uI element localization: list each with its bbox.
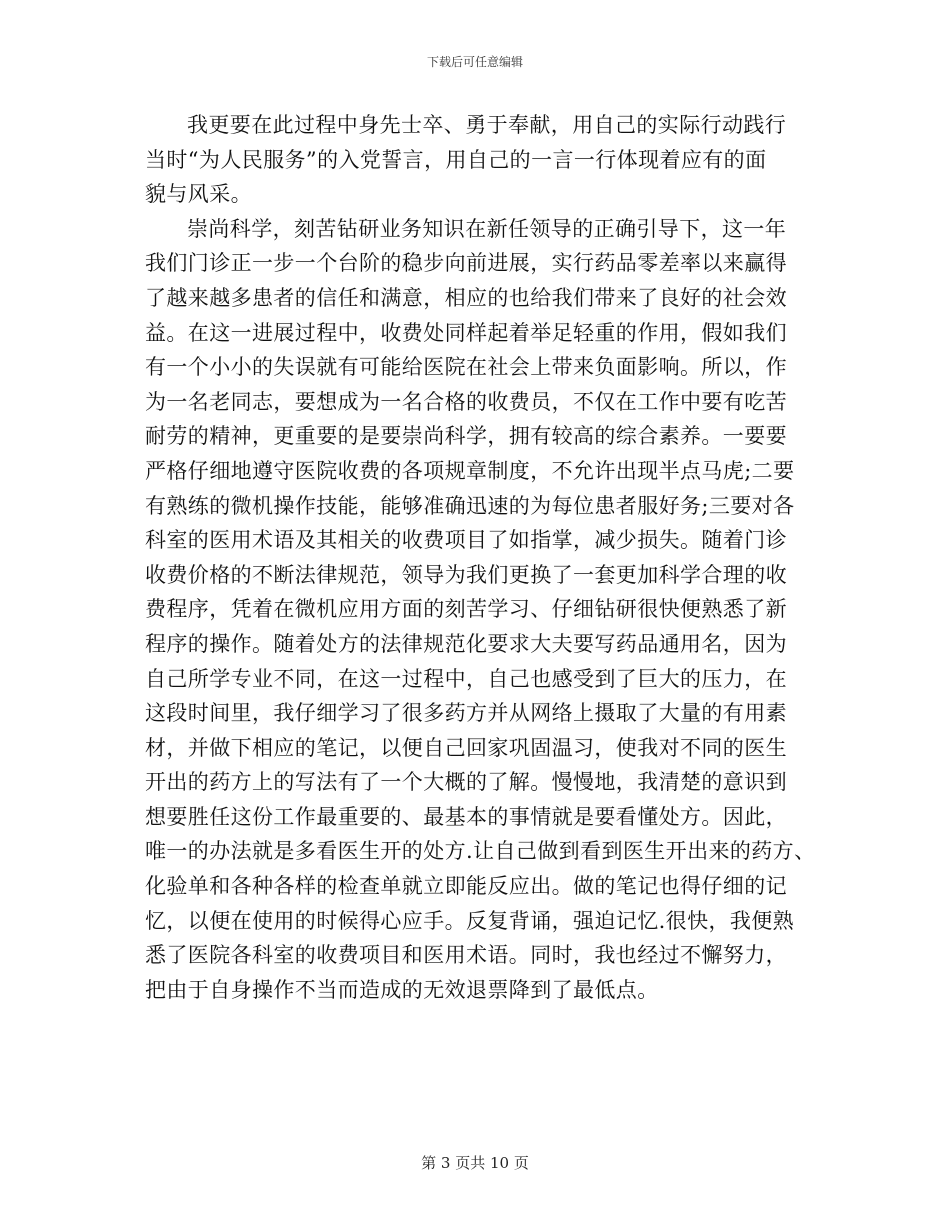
text-line: 自己所学专业不同，在这一过程中，自己也感受到了巨大的压力，在 (145, 666, 787, 691)
page-header: 下载后可任意编辑 (426, 55, 523, 69)
text-line: 程序的操作。随着处方的法律规范化要求大夫要写药品通用名，因为 (145, 631, 787, 656)
text-line: 耐劳的精神，更重要的是要崇尚科学，拥有较高的综合素养。一要要 (145, 424, 787, 449)
text-line: 唯一的办法就是多看医生开的处方.让自己做到看到医生开出来的药方、 (145, 839, 816, 864)
text-line: 化验单和各种各样的检查单就立即能反应出。做的笔记也得仔细的记 (145, 874, 787, 899)
text-line: 收费价格的不断法律规范，领导为我们更换了一套更加科学合理的收 (145, 562, 787, 587)
text-line: 忆，以便在使用的时候得心应手。反复背诵，强迫记忆.很快，我便熟 (145, 908, 795, 933)
text-line: 有熟练的微机操作技能，能够准确迅速的为每位患者服好务;三要对各 (145, 493, 795, 518)
text-line: 为一名老同志，要想成为一名合格的收费员，不仅在工作中要有吃苦 (145, 389, 787, 414)
text-line: 悉了医院各科室的收费项目和医用术语。同时，我也经过不懈努力， (145, 943, 787, 968)
text-line: 了越来越多患者的信任和满意，相应的也给我们带来了良好的社会效 (145, 285, 787, 310)
text-line: 想要胜任这份工作最重要的、最基本的事情就是要看懂处方。因此， (145, 804, 787, 829)
text-line: 我们门诊正一步一个台阶的稳步向前进展，实行药品零差率以来赢得 (145, 251, 787, 276)
text-line: 材，并做下相应的笔记，以便自己回家巩固温习，使我对不同的医生 (145, 735, 787, 760)
text-line: 有一个小小的失误就有可能给医院在社会上带来负面影响。所以，作 (145, 355, 787, 380)
text-line: 费程序，凭着在微机应用方面的刻苦学习、仔细钻研很快便熟悉了新 (145, 597, 787, 622)
text-line: 当时“为人民服务”的入党誓言，用自己的一言一行体现着应有的面 (145, 147, 767, 172)
text-line: 严格仔细地遵守医院收费的各项规章制度，不允许出现半点马虎;二要 (145, 458, 795, 483)
text-line: 我更要在此过程中身先士卒、勇于奉献，用自己的实际行动践行 (187, 113, 787, 137)
text-line: 这段时间里，我仔细学习了很多药方并从网络上摄取了大量的有用素 (145, 701, 787, 726)
text-line: 崇尚科学，刻苦钻研业务知识在新任领导的正确引导下，这一年 (187, 216, 787, 241)
text-line: 开出的药方上的写法有了一个大概的了解。慢慢地，我清楚的意识到 (145, 770, 787, 795)
text-line: 貌与风采。 (145, 182, 252, 207)
text-line: 益。在这一进展过程中，收费处同样起着举足轻重的作用，假如我们 (145, 320, 787, 345)
text-line: 把由于自身操作不当而造成的无效退票降到了最低点。 (145, 977, 659, 1002)
text-line: 科室的医用术语及其相关的收费项目了如指掌，减少损失。随着门诊 (145, 528, 787, 553)
page-number: 第 3 页共 10 页 (421, 1154, 529, 1172)
document-body (145, 108, 830, 1007)
